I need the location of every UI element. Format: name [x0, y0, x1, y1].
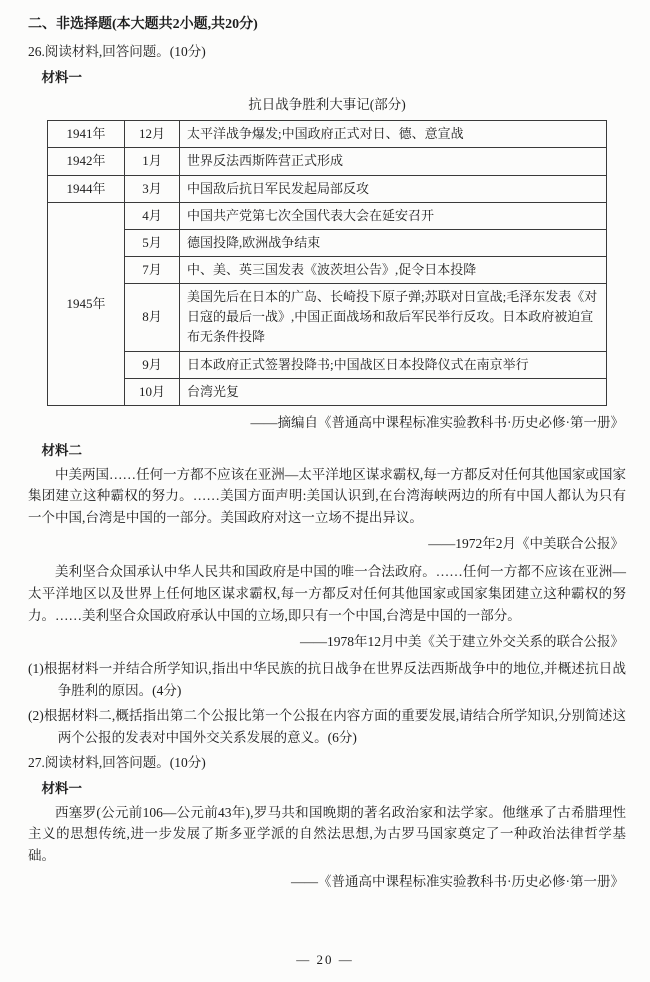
material-2-label: 材料二 [41, 442, 82, 458]
year-cell: 1942年 [48, 148, 125, 175]
table-row [48, 229, 607, 256]
month-cell: 12月 [125, 121, 180, 148]
material-1-label: 材料一 [41, 69, 82, 85]
material-2-paragraph-2: 美利坚合众国承认中华人民共和国政府是中国的唯一合法政府。……任何一方都不应该在亚洲—太平洋地区以及世界上任何地区谋求霸权,每一方都反对任何其他国家或国家集团建立这种霸权的努力。……美利坚合众国政府承认中国的立场,即只有一个中国,台湾是中国的一部分。 [28, 563, 626, 623]
table-title: 抗日战争胜利大事记(部分) [248, 97, 406, 113]
table-row [48, 202, 607, 229]
communique-source-1978: ——1978年12月中美《关于建立外交关系的联合公报》 [300, 633, 624, 649]
table-row [48, 351, 607, 378]
table-source: ——摘编自《普通高中课程标准实验教科书·历史必修·第一册》 [250, 414, 624, 430]
month-cell: 8月 [125, 284, 180, 351]
events-table [47, 120, 607, 406]
event-cell: 美国先后在日本的广岛、长崎投下原子弹;苏联对日宣战;毛泽东发表《对日寇的最后一战》,中国正面战场和敌后军民举行反攻。日本政府被迫宣布无条件投降 [180, 284, 607, 351]
event-cell: 日本政府正式签署投降书;中国战区日本投降仪式在南京举行 [180, 351, 607, 378]
question-27-material-1-label: 材料一 [41, 780, 82, 796]
section-header: 二、非选择题(本大题共2小题,共20分) [28, 17, 258, 32]
event-cell: 中、美、英三国发表《波茨坦公告》,促令日本投降 [180, 256, 607, 283]
event-cell: 德国投降,欧洲战争结束 [180, 229, 607, 256]
year-cell: 1944年 [48, 175, 125, 202]
table-row [48, 148, 607, 175]
page-number: — 20 — [296, 951, 354, 967]
event-cell: 世界反法西斯阵营正式形成 [180, 148, 607, 175]
table-row [48, 175, 607, 202]
table-row [48, 284, 607, 351]
month-cell: 9月 [125, 351, 180, 378]
month-cell: 3月 [125, 175, 180, 202]
event-cell: 太平洋战争爆发;中国政府正式对日、德、意宣战 [180, 121, 607, 148]
question-26-2: (2)根据材料二,概括指出第二个公报比第一个公报在内容方面的重要发展,请结合所学知识,分别简述这两个公报的发表对中国外交关系发展的意义。(6分) [28, 708, 626, 745]
month-cell: 5月 [125, 229, 180, 256]
table-row [48, 121, 607, 148]
communique-source-1972: ——1972年2月《中美联合公报》 [428, 536, 624, 552]
table-row [48, 378, 607, 405]
table-row [48, 256, 607, 283]
year-cell: 1941年 [48, 121, 125, 148]
question-27-source: ——《普通高中课程标准实验教科书·历史必修·第一册》 [291, 874, 624, 890]
question-27-paragraph: 西塞罗(公元前106—公元前43年),罗马共和国晚期的著名政治家和法学家。他继承了古希腊理性主义的思想传统,进一步发展了斯多亚学派的自然法思想,为古罗马国家奠定了一种政治法律哲学基础。 [28, 804, 626, 864]
event-cell: 中国共产党第七次全国代表大会在延安召开 [180, 202, 607, 229]
month-cell: 4月 [125, 202, 180, 229]
month-cell: 1月 [125, 148, 180, 175]
month-cell: 10月 [125, 378, 180, 405]
event-cell: 中国敌后抗日军民发起局部反攻 [180, 175, 607, 202]
event-cell: 台湾光复 [180, 378, 607, 405]
material-2-paragraph-1: 中美两国……任何一方都不应该在亚洲—太平洋地区谋求霸权,每一方都反对任何其他国家或国家集团建立这种霸权的努力。……美国方面声明:美国认识到,在台湾海峡两边的所有中国人都认为只有一个中国,台湾是中国的一部分。美国政府对这一立场不提出异议。 [28, 466, 626, 526]
question-26-1: (1)根据材料一并结合所学知识,指出中华民族的抗日战争在世界反法西斯战争中的地位,并概述抗日战争胜利的原因。(4分) [28, 661, 626, 699]
month-cell: 7月 [125, 256, 180, 283]
year-cell: 1945年 [48, 202, 125, 405]
question-27-intro: 27.阅读材料,回答问题。(10分) [28, 754, 206, 770]
question-26-intro: 26.阅读材料,回答问题。(10分) [28, 43, 206, 59]
